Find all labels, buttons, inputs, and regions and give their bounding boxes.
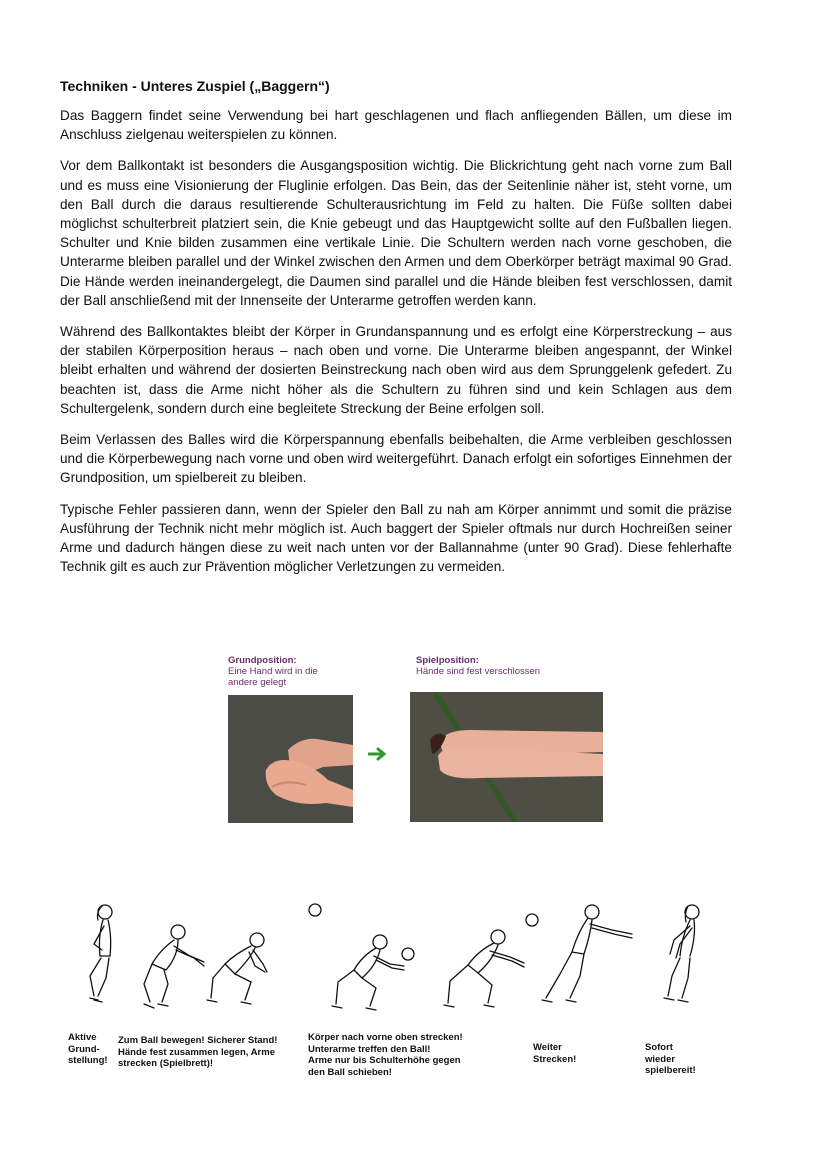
figure-label-weiter: Weiter Strecken! — [533, 1042, 577, 1065]
photo-grundposition — [228, 695, 353, 823]
document-body — [60, 78, 732, 588]
player-figure — [332, 935, 414, 1010]
paragraph-intro: Das Baggern findet seine Verwendung bei hart geschlagenen und flach anfliegenden Bällen, um diese im Anschluss zielgenau weiterspielen zu können. — [60, 108, 732, 143]
paragraph-ausgangsposition: Vor dem Ballkontakt ist besonders die Ausgangsposition wichtig. Die Blickrichtung geht nach vorne zum Ball und es muss eine Visionierung der Fluglinie erfolgen. Das Bein, das der Seitenlinie näher ist, steht vorne, um den Ball durch die daraus resultierende Schulterausrichtung im Feld zu halten. Die Füße sollten dabei möglichst schulterbreit platziert sein, die Knie gebeugt und das Hauptgewicht sollte auf den Fußballen liegen. Schulter und Knie bilden zusammen eine vertikale Linie. Die Schultern werden nach vorne geschoben, die Unterarme bleiben parallel und der Winkel zwischen den Armen und dem Oberkörper beträgt maximal 90 Grad. Die Hände werden ineinandergelegt, die Daumen sind parallel und die Hände bleiben fest verschlossen, damit der Ball anschließend mit der Innenseite der Unterarme getroffen werden kann. — [60, 158, 732, 308]
paragraph-fehler: Typische Fehler passieren dann, wenn der Spieler den Ball zu nah am Körper annimmt und somit die präzise Ausführung der Technik nicht mehr möglich ist. Auch baggert der Spieler oftmals nur durch Hochreißen seiner Arme und dadurch hängen diese zu weit nach unten vor der Ballannahme (unter 90 Grad). Diese fehlerhafte Technik gilt es auch zur Prävention möglicher Verletzungen zu vermeiden. — [60, 501, 732, 575]
player-figure — [90, 905, 112, 1002]
figure-label-grundstellung: Aktive Grund- stellung! — [68, 1032, 108, 1066]
page-title: Techniken - Unteres Zuspiel („Baggern“) — [60, 78, 330, 94]
hand-position-photos — [225, 655, 605, 825]
arrow-right-icon — [368, 747, 388, 761]
player-figure — [144, 925, 204, 1008]
figure-label-spielbereit: Sofort wieder spielbereit! — [645, 1042, 696, 1076]
photo-caption-spielposition: Spielposition: Hände sind fest verschlossen — [416, 655, 541, 677]
photo-spielposition — [410, 692, 603, 822]
bagger-sequence-illustration — [60, 895, 740, 1030]
player-figure — [664, 905, 699, 1002]
player-figure — [542, 905, 632, 1002]
figure-label-zum-ball: Zum Ball bewegen! Sicherer Stand! Hände fest zusammen legen, Arme strecken (Spielbrett)! — [118, 1035, 278, 1069]
figure-label-strecken: Körper nach vorne oben strecken! Unterarme treffen den Ball! Arme nur bis Schulterhöhe gegen den Ball schieben! — [308, 1032, 463, 1078]
photo-caption-grundposition: Grundposition: Eine Hand wird in die andere gelegt — [228, 655, 318, 688]
paragraph-verlassen: Beim Verlassen des Balles wird die Körperspannung ebenfalls beibehalten, die Arme verbleiben geschlossen und die Körperbewegung nach vorne und oben wird weitergeführt. Danach erfolgt ein sofortiges Einnehmen der Grundposition, um spielbereit zu bleiben. — [60, 432, 732, 486]
paragraph-ballkontakt: Während des Ballkontaktes bleibt der Körper in Grundanspannung und es erfolgt eine Körperstreckung – aus der stabilen Körperposition heraus – nach oben und vorne. Die Unterarme bleiben angespannt, der Winkel bleibt erhalten und während der dosierten Beinstreckung nach oben wird aus dem Sprunggelenk gefedert. Zu beachten ist, dass die Arme nicht höher als die Schultern zu führen sind und kein Schlagen aus dem Schultergelenk, sondern durch eine begleitete Streckung der Beine erfolgen soll. — [60, 324, 732, 416]
player-figure — [207, 933, 267, 1004]
player-figure — [444, 930, 524, 1007]
